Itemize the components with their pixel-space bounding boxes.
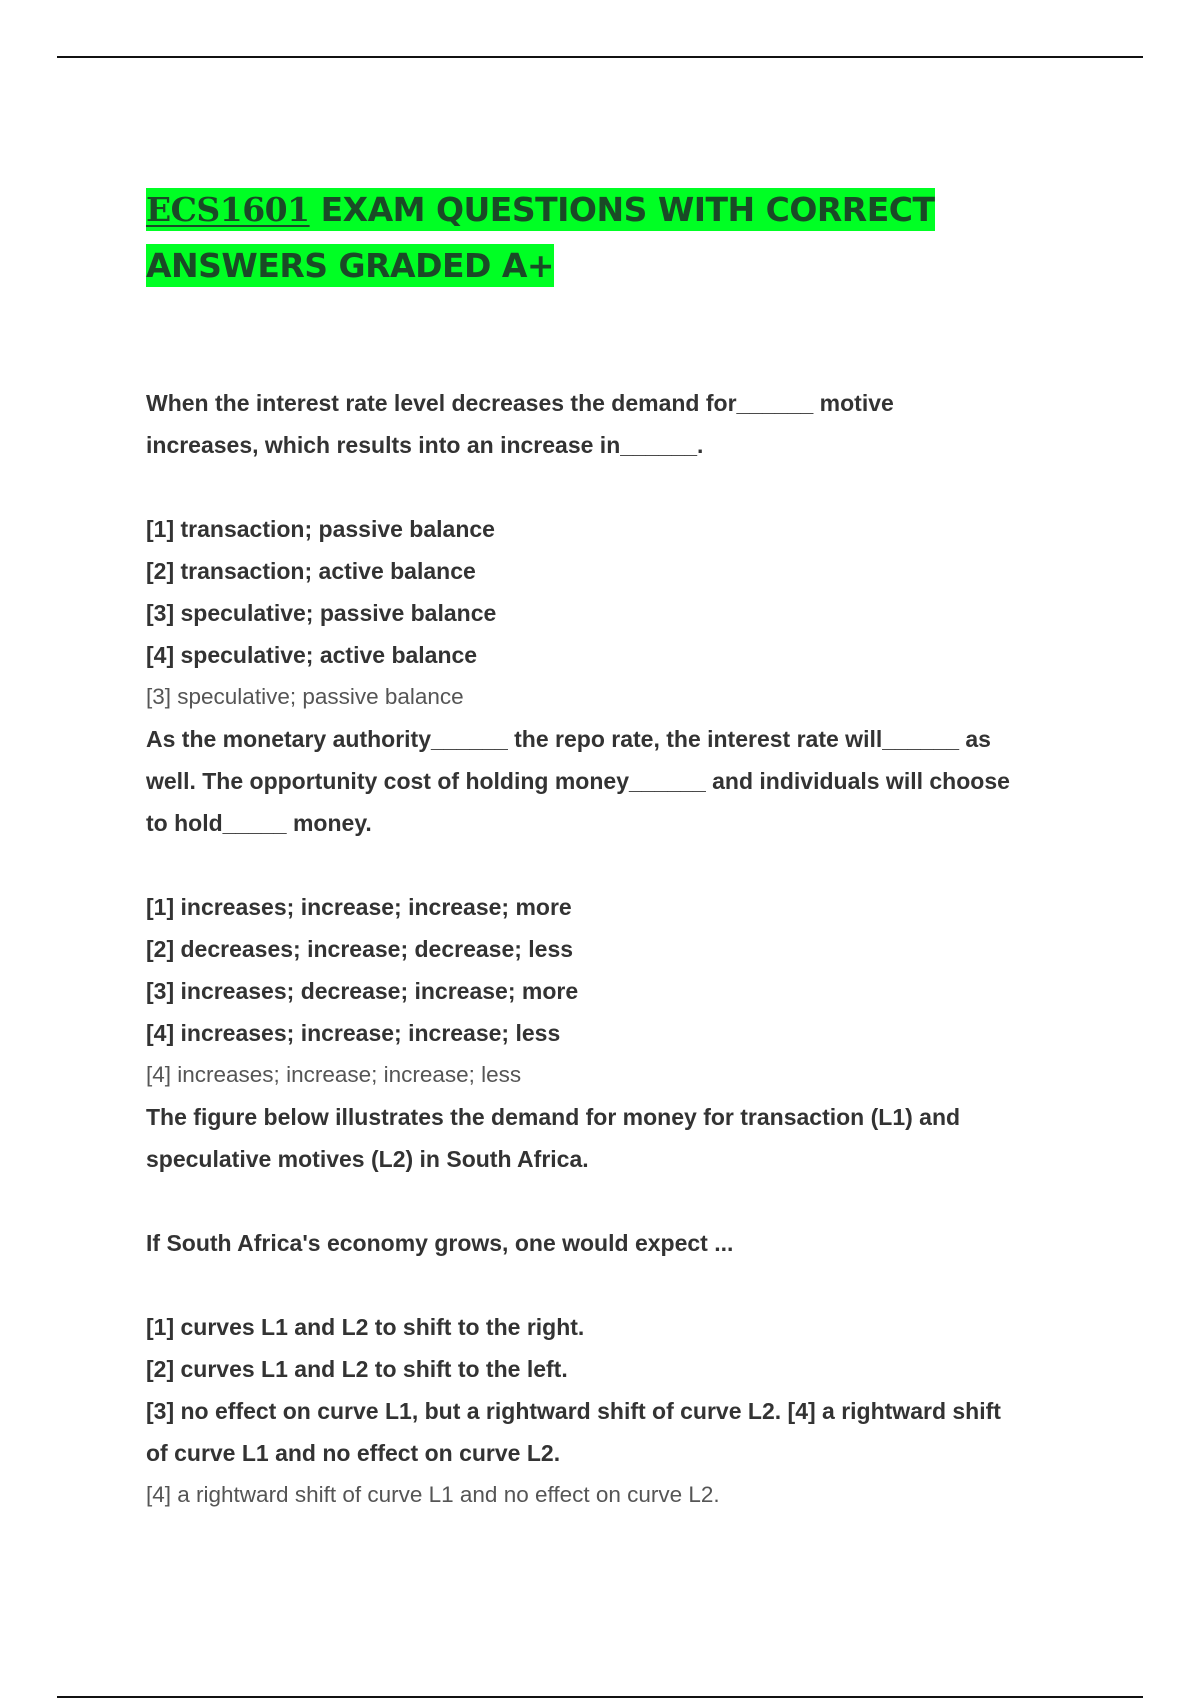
document-title xyxy=(146,182,1076,294)
answer-option: [1] curves L1 and L2 to shift to the right. xyxy=(146,1314,585,1340)
answer-option: [4] increases; increase; increase; less xyxy=(146,1020,561,1046)
answer-option: [3] increases; decrease; increase; more xyxy=(146,978,579,1004)
question-stem-line: increases, which results into an increase in______. xyxy=(146,432,704,458)
answer-option: [2] transaction; active balance xyxy=(146,558,476,584)
answer-option: [4] speculative; active balance xyxy=(146,642,478,668)
question-1 xyxy=(146,382,1076,718)
question-2 xyxy=(146,718,1076,1096)
answer-option: [2] decreases; increase; decrease; less xyxy=(146,936,574,962)
title-text-line2: ANSWERS GRADED A+ xyxy=(146,246,555,285)
answer-option: [2] curves L1 and L2 to shift to the left. xyxy=(146,1356,568,1382)
answer-option: [3] no effect on curve L1, but a rightward shift of curve L2. [4] a rightward shift xyxy=(146,1398,1001,1424)
footer-rule xyxy=(57,1696,1143,1698)
course-code: ECS1601 xyxy=(146,190,310,229)
correct-answer: [3] speculative; passive balance xyxy=(146,684,464,709)
correct-answer: [4] a rightward shift of curve L1 and no effect on curve L2. xyxy=(146,1482,720,1507)
question-stem-line: speculative motives (L2) in South Africa. xyxy=(146,1146,589,1172)
question-stem-line: well. The opportunity cost of holding money______ and individuals will choose xyxy=(146,768,1010,794)
question-prompt: If South Africa's economy grows, one would expect ... xyxy=(146,1230,734,1256)
question-3 xyxy=(146,1096,1076,1516)
header-rule xyxy=(57,56,1143,58)
title-highlight xyxy=(146,188,935,231)
answer-option: of curve L1 and no effect on curve L2. xyxy=(146,1440,561,1466)
answer-option: [1] transaction; passive balance xyxy=(146,516,495,542)
title-text-line1: EXAM QUESTIONS WITH CORRECT xyxy=(309,190,935,229)
question-stem-line: The figure below illustrates the demand for money for transaction (L1) and xyxy=(146,1104,961,1130)
question-stem-line: to hold_____ money. xyxy=(146,810,372,836)
document-body xyxy=(146,182,1076,1516)
question-stem-line: As the monetary authority______ the repo rate, the interest rate will______ as xyxy=(146,726,991,752)
answer-option: [1] increases; increase; increase; more xyxy=(146,894,572,920)
correct-answer: [4] increases; increase; increase; less xyxy=(146,1062,522,1087)
question-stem-line: When the interest rate level decreases the demand for______ motive xyxy=(146,390,894,416)
answer-option: [3] speculative; passive balance xyxy=(146,600,497,626)
